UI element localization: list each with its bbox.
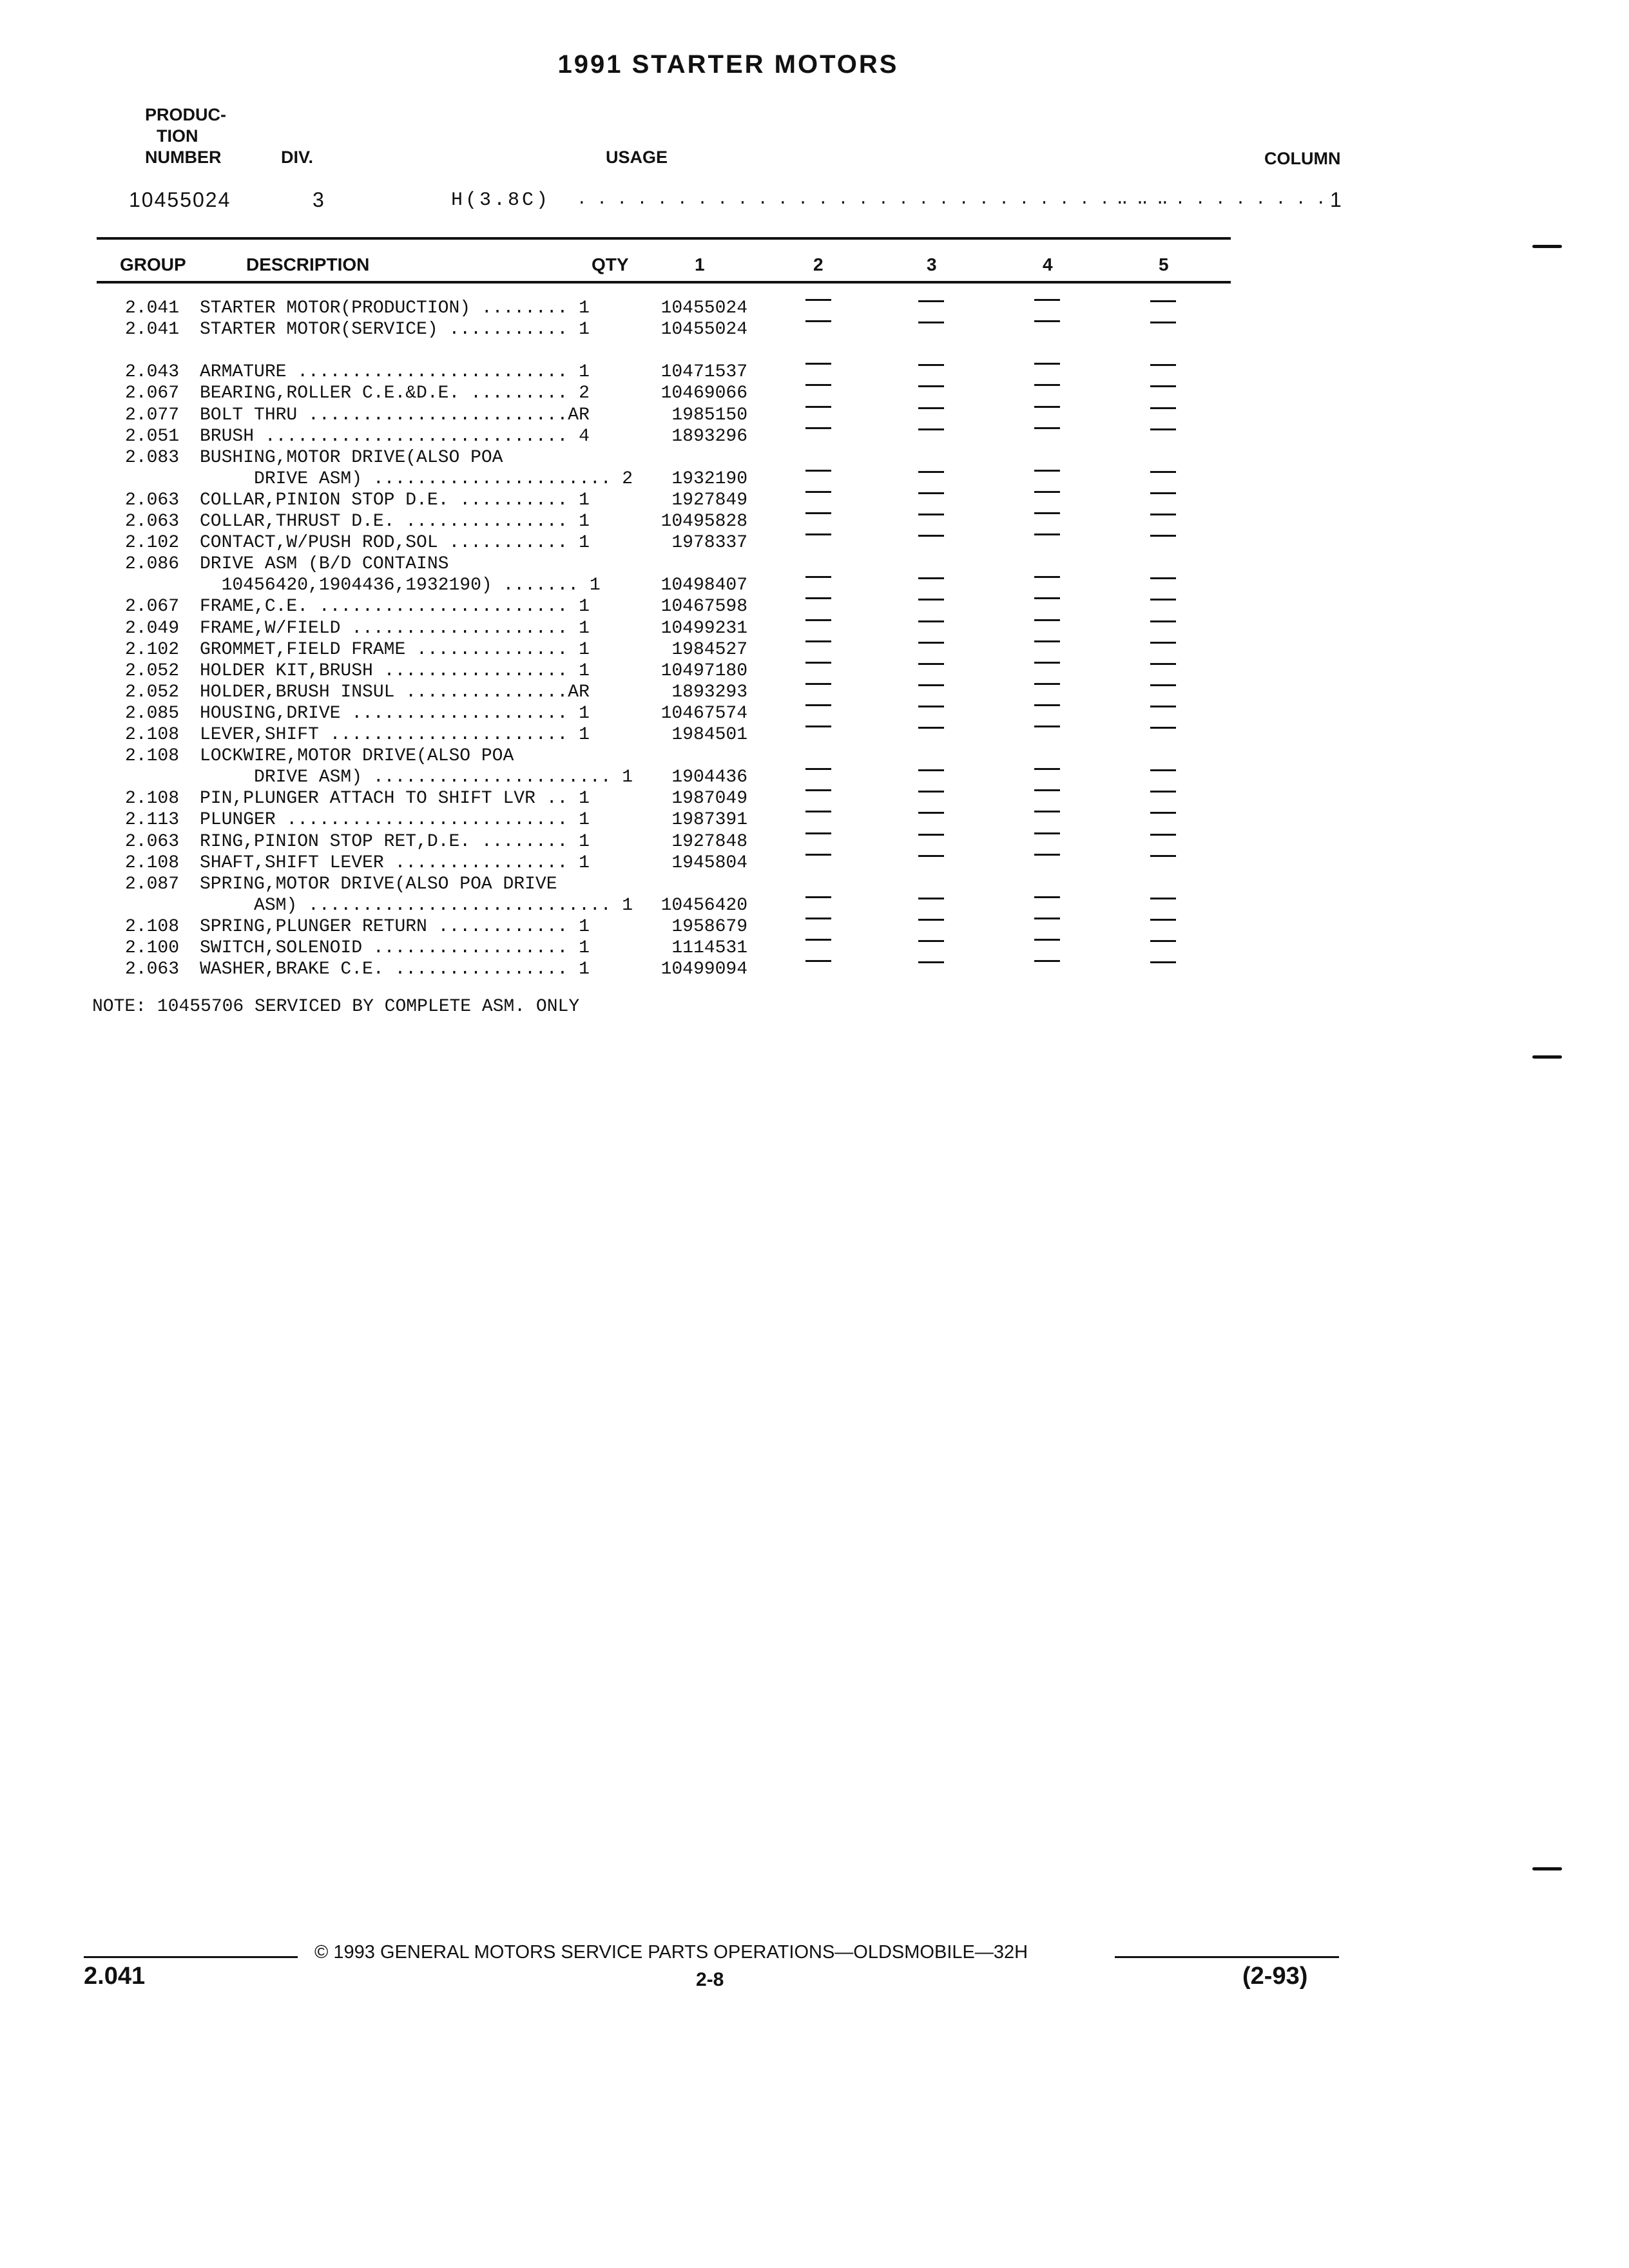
column-4-dash — [1034, 960, 1060, 962]
table-row — [0, 937, 1289, 959]
row-description: ASM) ............................ 1 — [200, 896, 633, 916]
footer-rule-right — [1115, 1956, 1339, 1958]
column-2-dash — [805, 533, 831, 535]
row-description: HOUSING,DRIVE .................... 1 — [200, 704, 590, 724]
column-2-dash — [805, 662, 831, 664]
column-3-dash — [918, 663, 944, 665]
column-3-dash — [918, 322, 944, 323]
table-row — [0, 553, 1289, 575]
column-4-dash — [1034, 512, 1060, 514]
row-group: 2.108 — [124, 725, 179, 745]
table-row — [0, 511, 1289, 532]
row-part-number: 1114531 — [671, 938, 747, 958]
col-header-2: 2 — [813, 255, 824, 274]
column-4-dash — [1034, 789, 1060, 791]
column-2-dash — [805, 704, 831, 706]
footer-date: (2-93) — [1242, 1963, 1308, 1990]
row-part-number: 1985150 — [671, 405, 747, 425]
table-row — [0, 490, 1289, 511]
column-2-dash — [805, 832, 831, 834]
column-2-dash — [805, 384, 831, 386]
column-3-dash — [918, 514, 944, 515]
row-part-number: 10467598 — [660, 597, 747, 617]
column-2-dash — [805, 406, 831, 408]
row-part-number: 1904436 — [671, 767, 747, 787]
row-part-number: 1984527 — [671, 640, 747, 660]
table-row — [0, 831, 1289, 852]
column-4-dash — [1034, 896, 1060, 898]
row-part-number: 1927848 — [671, 832, 747, 852]
row-description: CONTACT,W/PUSH ROD,SOL ........... 1 — [200, 533, 590, 553]
column-2-dash — [805, 363, 831, 365]
col-header-3: 3 — [927, 255, 937, 274]
column-5-dash — [1150, 642, 1176, 644]
row-part-number: 10498407 — [660, 575, 747, 595]
column-5-dash — [1150, 385, 1176, 387]
column-5-dash — [1150, 727, 1176, 729]
column-2-dash — [805, 811, 831, 812]
row-group: 2.077 — [124, 405, 179, 425]
row-group: 2.108 — [124, 789, 179, 809]
column-4-dash — [1034, 811, 1060, 812]
column-3-dash — [918, 706, 944, 707]
table-row — [0, 767, 1289, 788]
column-4-dash — [1034, 854, 1060, 856]
row-description: GROMMET,FIELD FRAME .............. 1 — [200, 640, 590, 660]
column-5-dash — [1150, 364, 1176, 366]
row-group: 2.043 — [124, 362, 179, 382]
column-3-dash — [918, 577, 944, 579]
column-5-dash — [1150, 898, 1176, 899]
column-3-dash — [918, 300, 944, 302]
column-4-dash — [1034, 832, 1060, 834]
row-group: 2.067 — [124, 383, 179, 403]
row-description: BOLT THRU ........................AR — [200, 405, 590, 425]
column-4-dash — [1034, 406, 1060, 408]
column-5-dash — [1150, 471, 1176, 473]
row-part-number: 10456420 — [660, 896, 747, 916]
table-row — [0, 745, 1289, 767]
column-2-dash — [805, 640, 831, 642]
table-row — [0, 383, 1289, 404]
column-2-dash — [805, 726, 831, 727]
row-part-number: 10495828 — [660, 512, 747, 532]
table-row — [0, 724, 1289, 745]
margin-mark — [1532, 1867, 1562, 1870]
div-label: DIV. — [281, 148, 314, 167]
column-2-dash — [805, 896, 831, 898]
row-description: HOLDER,BRUSH INSUL ...............AR — [200, 682, 590, 702]
column-4-dash — [1034, 640, 1060, 642]
column-5-dash — [1150, 599, 1176, 601]
col-header-group: GROUP — [120, 255, 186, 274]
row-group: 2.102 — [124, 533, 179, 553]
row-group: 2.063 — [124, 959, 179, 979]
row-description: PIN,PLUNGER ATTACH TO SHIFT LVR .. 1 — [200, 789, 590, 809]
column-4-dash — [1034, 384, 1060, 386]
row-group: 2.041 — [124, 298, 179, 318]
column-3-dash — [918, 769, 944, 771]
table-row — [0, 319, 1289, 340]
column-5-dash — [1150, 791, 1176, 793]
column-3-dash — [918, 684, 944, 686]
column-4-dash — [1034, 726, 1060, 727]
column-3-dash — [918, 599, 944, 601]
column-2-dash — [805, 960, 831, 962]
row-description: RING,PINION STOP RET,D.E. ........ 1 — [200, 832, 590, 852]
table-row — [0, 405, 1289, 426]
row-description: BUSHING,MOTOR DRIVE(ALSO POA — [200, 448, 503, 468]
column-2-dash — [805, 854, 831, 856]
table-row — [0, 361, 1289, 383]
row-part-number: 10499094 — [660, 959, 747, 979]
column-5-dash — [1150, 663, 1176, 665]
column-5-dash — [1150, 834, 1176, 836]
column-4-dash — [1034, 299, 1060, 301]
column-3-dash — [918, 471, 944, 473]
column-2-dash — [805, 427, 831, 429]
row-description: FRAME,C.E. ....................... 1 — [200, 597, 590, 617]
column-2-dash — [805, 470, 831, 472]
page-title: 1991 STARTER MOTORS — [557, 50, 899, 79]
column-3-dash — [918, 535, 944, 537]
row-part-number: 10455024 — [660, 298, 747, 318]
row-description: SPRING,MOTOR DRIVE(ALSO POA DRIVE — [200, 874, 557, 894]
row-group: 2.108 — [124, 917, 179, 937]
column-5-dash — [1150, 322, 1176, 323]
table-row — [0, 852, 1289, 874]
column-3-dash — [918, 364, 944, 366]
column-4-dash — [1034, 704, 1060, 706]
column-5-dash — [1150, 577, 1176, 579]
row-description: STARTER MOTOR(PRODUCTION) ........ 1 — [200, 298, 590, 318]
row-part-number: 1945804 — [671, 853, 747, 873]
row-group: 2.083 — [124, 448, 179, 468]
row-description: 10456420,1904436,1932190) ....... 1 — [200, 575, 601, 595]
column-2-dash — [805, 768, 831, 770]
footer-page-number: 2-8 — [696, 1969, 724, 1990]
row-group: 2.041 — [124, 320, 179, 340]
table-row — [0, 532, 1289, 553]
row-description: HOLDER KIT,BRUSH ................. 1 — [200, 661, 590, 681]
table-row — [0, 788, 1289, 809]
row-description: SWITCH,SOLENOID .................. 1 — [200, 938, 590, 958]
column-4-dash — [1034, 662, 1060, 664]
column-5-dash — [1150, 300, 1176, 302]
row-group: 2.113 — [124, 810, 179, 830]
column-2-dash — [805, 619, 831, 621]
column-4-dash — [1034, 768, 1060, 770]
production-label-line-1: PRODUC- — [145, 105, 226, 124]
row-part-number: 1978337 — [671, 533, 747, 553]
margin-mark — [1532, 1055, 1562, 1059]
column-3-dash — [918, 620, 944, 622]
column-2-dash — [805, 597, 831, 599]
table-row — [0, 874, 1289, 895]
division-value: 3 — [313, 188, 324, 211]
row-group: 2.063 — [124, 512, 179, 532]
row-group: 2.100 — [124, 938, 179, 958]
column-3-dash — [918, 940, 944, 942]
row-part-number: 1932190 — [671, 469, 747, 489]
row-group: 2.063 — [124, 490, 179, 510]
column-5-dash — [1150, 769, 1176, 771]
column-3-dash — [918, 428, 944, 430]
table-row — [0, 340, 1289, 361]
table-row — [0, 426, 1289, 447]
margin-mark — [1532, 245, 1562, 248]
note: NOTE: 10455706 SERVICED BY COMPLETE ASM. ONLY — [92, 997, 580, 1017]
row-description: STARTER MOTOR(SERVICE) ........... 1 — [200, 320, 590, 340]
row-group: 2.051 — [124, 427, 179, 447]
column-label: COLUMN — [1264, 149, 1341, 168]
row-description: DRIVE ASM (B/D CONTAINS — [200, 554, 449, 574]
column-5-dash — [1150, 684, 1176, 686]
table-row — [0, 916, 1289, 937]
column-5-dash — [1150, 492, 1176, 494]
column-3-dash — [918, 407, 944, 409]
row-description: FRAME,W/FIELD .................... 1 — [200, 619, 590, 639]
row-description: SPRING,PLUNGER RETURN ............ 1 — [200, 917, 590, 937]
row-description: PLUNGER .......................... 1 — [200, 810, 590, 830]
production-number: 10455024 — [129, 188, 231, 211]
row-group: 2.102 — [124, 640, 179, 660]
row-description: DRIVE ASM) ...................... 1 — [200, 767, 633, 787]
row-group: 2.052 — [124, 682, 179, 702]
col-header-qty: QTY — [592, 255, 629, 274]
column-4-dash — [1034, 363, 1060, 365]
table-row — [0, 618, 1289, 639]
column-5-dash — [1150, 812, 1176, 814]
row-description: WASHER,BRAKE C.E. ................ 1 — [200, 959, 590, 979]
row-group: 2.067 — [124, 597, 179, 617]
row-description: COLLAR,PINION STOP D.E. .......... 1 — [200, 490, 590, 510]
row-part-number: 1958679 — [671, 917, 747, 937]
row-part-number: 1987049 — [671, 789, 747, 809]
row-part-number: 10467574 — [660, 704, 747, 724]
row-description: DRIVE ASM) ...................... 2 — [200, 469, 633, 489]
column-5-dash — [1150, 706, 1176, 707]
table-row — [0, 596, 1289, 617]
column-5-dash — [1150, 407, 1176, 409]
row-group: 2.085 — [124, 704, 179, 724]
production-label-line-2: TION — [157, 126, 198, 146]
row-part-number: 1927849 — [671, 490, 747, 510]
column-5-dash — [1150, 514, 1176, 515]
row-group: 2.087 — [124, 874, 179, 894]
table-row — [0, 895, 1289, 916]
row-part-number: 1893293 — [671, 682, 747, 702]
usage-label: USAGE — [606, 148, 668, 167]
row-description: LEVER,SHIFT ...................... 1 — [200, 725, 590, 745]
row-part-number: 10499231 — [660, 619, 747, 639]
row-part-number: 10469066 — [660, 383, 747, 403]
column-3-dash — [918, 642, 944, 644]
production-label-line-3: NUMBER — [145, 148, 222, 167]
row-description: LOCKWIRE,MOTOR DRIVE(ALSO POA — [200, 746, 514, 766]
col-header-5: 5 — [1159, 255, 1169, 274]
row-description: BRUSH ............................ 4 — [200, 427, 590, 447]
column-3-dash — [918, 492, 944, 494]
column-2-dash — [805, 939, 831, 941]
row-part-number: 10497180 — [660, 661, 747, 681]
row-description: SHAFT,SHIFT LEVER ................ 1 — [200, 853, 590, 873]
row-group: 2.108 — [124, 746, 179, 766]
production-number-label — [145, 104, 248, 168]
column-2-dash — [805, 576, 831, 578]
column-5-dash — [1150, 940, 1176, 942]
table-row — [0, 959, 1289, 980]
column-4-dash — [1034, 918, 1060, 919]
column-4-dash — [1034, 470, 1060, 472]
column-3-dash — [918, 727, 944, 729]
column-4-dash — [1034, 533, 1060, 535]
table-row — [0, 660, 1289, 682]
table-row — [0, 809, 1289, 831]
table-row — [0, 468, 1289, 490]
footer-copyright: © 1993 GENERAL MOTORS SERVICE PARTS OPERATIONS—OLDSMOBILE—32H — [314, 1942, 1028, 1963]
column-5-dash — [1150, 428, 1176, 430]
row-part-number: 10471537 — [660, 362, 747, 382]
row-part-number: 1893296 — [671, 427, 747, 447]
column-2-dash — [805, 683, 831, 685]
column-3-dash — [918, 385, 944, 387]
row-part-number: 10455024 — [660, 320, 747, 340]
column-3-dash — [918, 919, 944, 921]
row-group: 2.086 — [124, 554, 179, 574]
column-3-dash — [918, 834, 944, 836]
footer-rule-left — [84, 1956, 298, 1958]
footer-section: 2.041 — [84, 1963, 146, 1990]
table-row — [0, 639, 1289, 660]
column-3-dash — [918, 791, 944, 793]
row-group: 2.063 — [124, 832, 179, 852]
table-row — [0, 682, 1289, 703]
column-5-dash — [1150, 919, 1176, 921]
row-description: COLLAR,THRUST D.E. ............... 1 — [200, 512, 590, 532]
col-header-1: 1 — [695, 255, 705, 274]
row-description: BEARING,ROLLER C.E.&D.E. ......... 2 — [200, 383, 590, 403]
row-group: 2.049 — [124, 619, 179, 639]
col-header-4: 4 — [1043, 255, 1053, 274]
usage-leader-dots: . . . . . . . . . . . . . . . . . . . . . . . . . . . . . . — [577, 189, 1170, 209]
column-5-dash — [1150, 535, 1176, 537]
row-part-number: 1984501 — [671, 725, 747, 745]
column-3-dash — [918, 898, 944, 899]
row-group: 2.052 — [124, 661, 179, 681]
column-4-dash — [1034, 427, 1060, 429]
column-value: 1 — [1330, 188, 1342, 211]
column-4-dash — [1034, 683, 1060, 685]
usage-value: H(3.8C) — [451, 189, 551, 211]
table-header-rule — [97, 281, 1231, 284]
column-2-dash — [805, 789, 831, 791]
column-2-dash — [805, 491, 831, 493]
column-leader-dots: . . . . . . . . . . . — [1115, 189, 1326, 209]
column-3-dash — [918, 855, 944, 857]
table-row — [0, 298, 1289, 319]
column-4-dash — [1034, 320, 1060, 322]
table-row — [0, 575, 1289, 596]
row-group: 2.108 — [124, 853, 179, 873]
column-5-dash — [1150, 855, 1176, 857]
column-4-dash — [1034, 597, 1060, 599]
column-4-dash — [1034, 491, 1060, 493]
col-header-description: DESCRIPTION — [246, 255, 370, 274]
column-4-dash — [1034, 939, 1060, 941]
column-2-dash — [805, 299, 831, 301]
column-2-dash — [805, 918, 831, 919]
column-4-dash — [1034, 576, 1060, 578]
table-row — [0, 447, 1289, 468]
column-5-dash — [1150, 961, 1176, 963]
column-4-dash — [1034, 619, 1060, 621]
column-5-dash — [1150, 620, 1176, 622]
column-3-dash — [918, 812, 944, 814]
row-description: ARMATURE ......................... 1 — [200, 362, 590, 382]
table-row — [0, 703, 1289, 724]
table-top-rule — [97, 237, 1231, 240]
column-2-dash — [805, 512, 831, 514]
row-part-number: 1987391 — [671, 810, 747, 830]
column-3-dash — [918, 961, 944, 963]
column-2-dash — [805, 320, 831, 322]
